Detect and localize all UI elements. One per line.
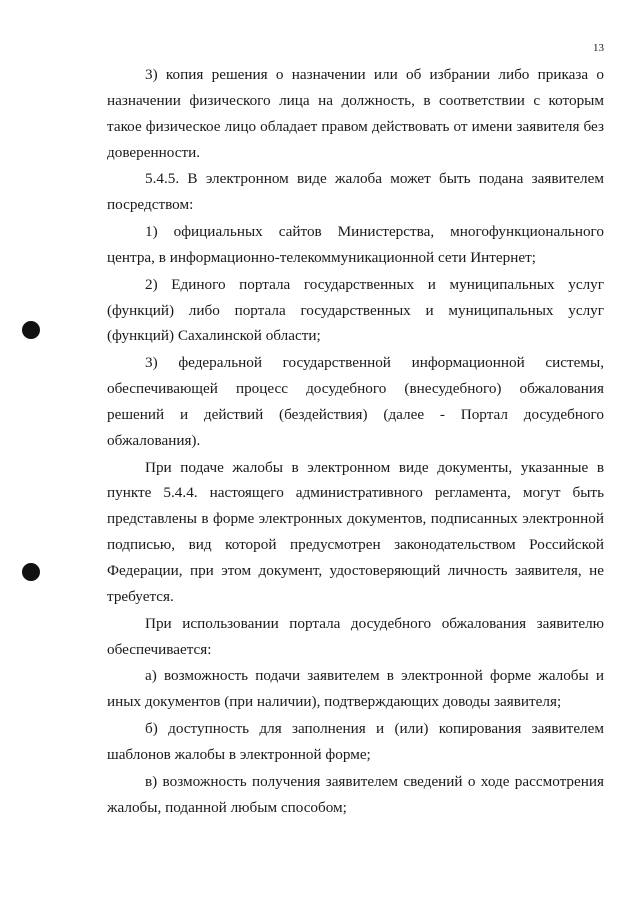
paragraph-item-a: а) возможность подачи заявителем в электронной форме жалобы и иных документов (при наличии), подтверждающих доводы заявителя; [107, 667, 604, 711]
paragraph-item-c: в) возможность получения заявителем сведений о ходе рассмотрения жалобы, поданной любым способом; [107, 772, 604, 816]
punch-hole-mark [22, 563, 40, 581]
paragraph-official-sites: 1) официальных сайтов Министерства, многофункционального центра, в информационно-телекоммуникационной сети Интернет; [107, 223, 604, 266]
paragraph-federal-system: 3) федеральной государственной информационной системы, обеспечивающей процесс досудебного (внесудебного) обжалования решений и действий (бездействия) (далее - Портал досудебного обжалования). [107, 354, 604, 449]
paragraph-portal-provides: При использовании портала досудебного обжалования заявителю обеспечивается: [107, 614, 604, 658]
document-body [107, 62, 604, 821]
punch-hole-mark [22, 321, 40, 339]
paragraph-copy-of-decision: 3) копия решения о назначении или об избрании либо приказа о назначении физического лица на должность, в соответствии с которым такое физическое лицо обладает правом действовать от имени заявителя без доверенности. [107, 66, 604, 161]
paragraph-electronic-documents: При подаче жалобы в электронном виде документы, указанные в пункте 5.4.4. настоящего административного регламента, могут быть представлены в форме электронных документов, подписанных электронной подписью, вид которой предусмотрен законодательством Российской Федерации, при этом документ, удостоверяющий личность заявителя, не требуется. [107, 458, 604, 606]
page-number: 13 [593, 42, 604, 54]
paragraph-unified-portal: 2) Единого портала государственных и муниципальных услуг (функций) либо портала государственных и муниципальных услуг (функций) Сахалинской области; [107, 275, 604, 345]
paragraph-electronic-submission: 5.4.5. В электронном виде жалоба может быть подана заявителем посредством: [107, 170, 604, 214]
paragraph-item-b: б) доступность для заполнения и (или) копирования заявителем шаблонов жалобы в электронной форме; [107, 720, 604, 763]
